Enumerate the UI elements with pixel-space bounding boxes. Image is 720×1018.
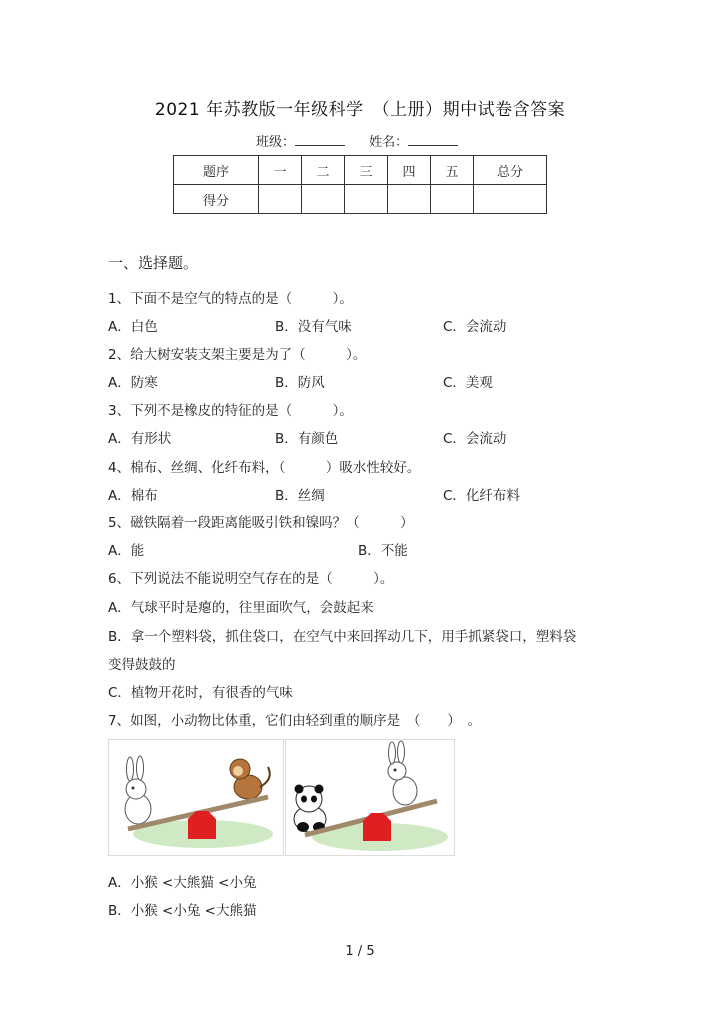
name-blank [408,133,458,146]
score-empty-cell [345,185,388,214]
class-label: 班级： [256,135,296,150]
q2-option-c: C．美观 [443,375,493,391]
score-empty-cell [302,185,345,214]
q2-option-a: A．防寒 [108,375,158,391]
page-title: 2021 年苏教版一年级科学 （上册）期中试卷含答案 [154,100,566,120]
q1-option-c: C．会流动 [443,319,507,335]
score-cell: 三 [345,156,388,185]
question-3: 3、下列不是橡皮的特征的是（ ）。 [108,403,353,419]
q4-option-b: B．丝绸 [275,488,325,504]
score-cell: 总分 [474,156,547,185]
q2-option-b: B．防风 [275,375,325,391]
score-empty-cell [259,185,302,214]
score-header-row [174,156,547,185]
score-cell: 得分 [174,185,259,214]
question-6: 6、下列说法不能说明空气存在的是（ ）。 [108,571,394,587]
score-empty-cell [388,185,431,214]
score-cell: 一 [259,156,302,185]
score-empty-cell [474,185,547,214]
q5-option-b: B．不能 [358,543,408,559]
score-empty-cell [431,185,474,214]
score-cell: 四 [388,156,431,185]
score-cell: 题序 [174,156,259,185]
score-cell: 二 [302,156,345,185]
score-table [173,155,547,214]
q4-option-a: A．棉布 [108,488,158,504]
question-4: 4、棉布、丝绸、化纤布料，（ ）吸水性较好。 [108,460,421,476]
score-value-row [174,185,547,214]
score-cell: 五 [431,156,474,185]
seesaw-rabbit-monkey-illustration [108,739,284,856]
seesaw-panda-rabbit-illustration [285,739,455,856]
q1-option-b: B．没有气味 [275,319,352,335]
question-1: 1、下面不是空气的特点的是（ ）。 [108,291,353,307]
q6-option-a: A．气球平时是瘪的，往里面吹气，会鼓起来 [108,600,374,616]
question-7: 7、如图，小动物比体重，它们由轻到重的顺序是 （ ） 。 [108,713,482,729]
q3-option-b: B．有颜色 [275,431,339,447]
seesaw-base [188,811,216,839]
seesaw-base [363,813,391,841]
section-heading: 一、选择题。 [108,254,199,272]
q6-option-c: C．植物开花时，有很香的气味 [108,685,293,701]
q3-option-a: A．有形状 [108,431,172,447]
q7-option-a: A．小猴 <大熊猫 <小兔 [108,875,257,891]
question-2: 2、给大树安装支架主要是为了（ ）。 [108,347,367,363]
name-label: 姓名： [369,135,409,150]
page-number: 1 / 5 [345,944,375,959]
question-5: 5、磁铁隔着一段距离能吸引铁和镍吗？（ ） [108,515,414,531]
q4-option-c: C．化纤布料 [443,488,520,504]
student-info [256,131,478,150]
q7-option-b: B．小猴 <小兔 <大熊猫 [108,903,257,919]
q6-option-b-line2: 变得鼓鼓的 [108,657,176,673]
q1-option-a: A．白色 [108,319,158,335]
q3-option-c: C．会流动 [443,431,507,447]
q5-option-a: A．能 [108,543,145,559]
class-blank [295,133,345,146]
q6-option-b-line1: B．拿一个塑料袋，抓住袋口，在空气中来回挥动几下，用手抓紧袋口，塑料袋 [108,629,577,645]
